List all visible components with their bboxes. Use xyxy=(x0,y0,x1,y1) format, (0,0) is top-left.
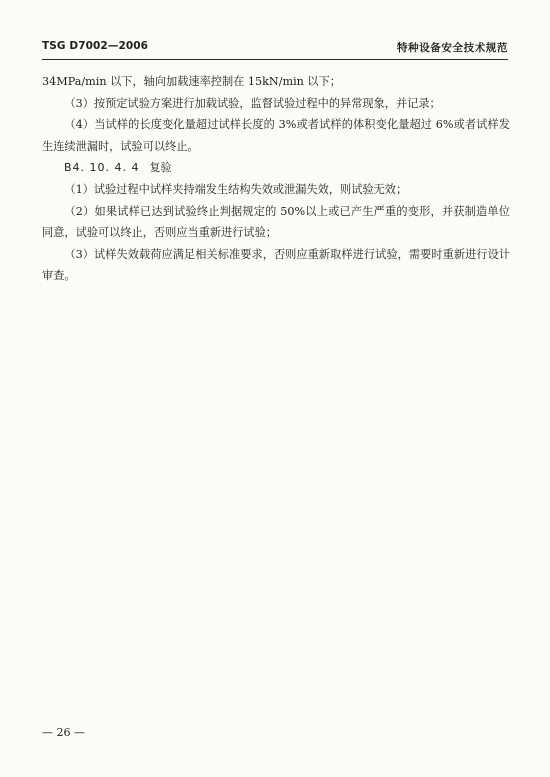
paragraph-item-3: （3）按预定试验方案进行加载试验，监督试验过程中的异常现象，并记录； xyxy=(64,96,441,110)
paragraph-item-4: （4）当试样的长度变化量超过试样长度的 3%或者试样的体积变化量超过 6%或者试样发生连续泄漏时，试验可以终止。 xyxy=(42,118,510,153)
continuation-paragraph: 34MPa/min 以下，轴向加载速率控制在 15kN/min 以下； xyxy=(42,75,341,88)
retest-item-2: （2）如果试样已达到试验终止判据规定的 50%以上或已产生严重的变形，并获制造单位同意，试验可以终止，否则应当重新进行试验； xyxy=(42,204,510,240)
retest-item-3: （3）试样失效载荷应满足相关标准要求，否则应重新取样进行试验，需要时重新进行设计审查。 xyxy=(42,247,510,283)
header-rule xyxy=(42,59,508,60)
page-content xyxy=(42,71,510,287)
section-heading xyxy=(42,157,510,179)
section-title: 复验 xyxy=(149,161,172,175)
series-title: 特种设备安全技术规范 xyxy=(397,42,508,54)
page-number: — 26 — xyxy=(42,726,85,739)
section-number: B4. 10. 4. 4 xyxy=(64,161,140,175)
page-header xyxy=(42,36,508,58)
document-code: TSG D7002—2006 xyxy=(42,40,149,52)
retest-item-1: （1）试验过程中试样夹持端发生结构失效或泄漏失效，则试验无效； xyxy=(64,182,408,196)
